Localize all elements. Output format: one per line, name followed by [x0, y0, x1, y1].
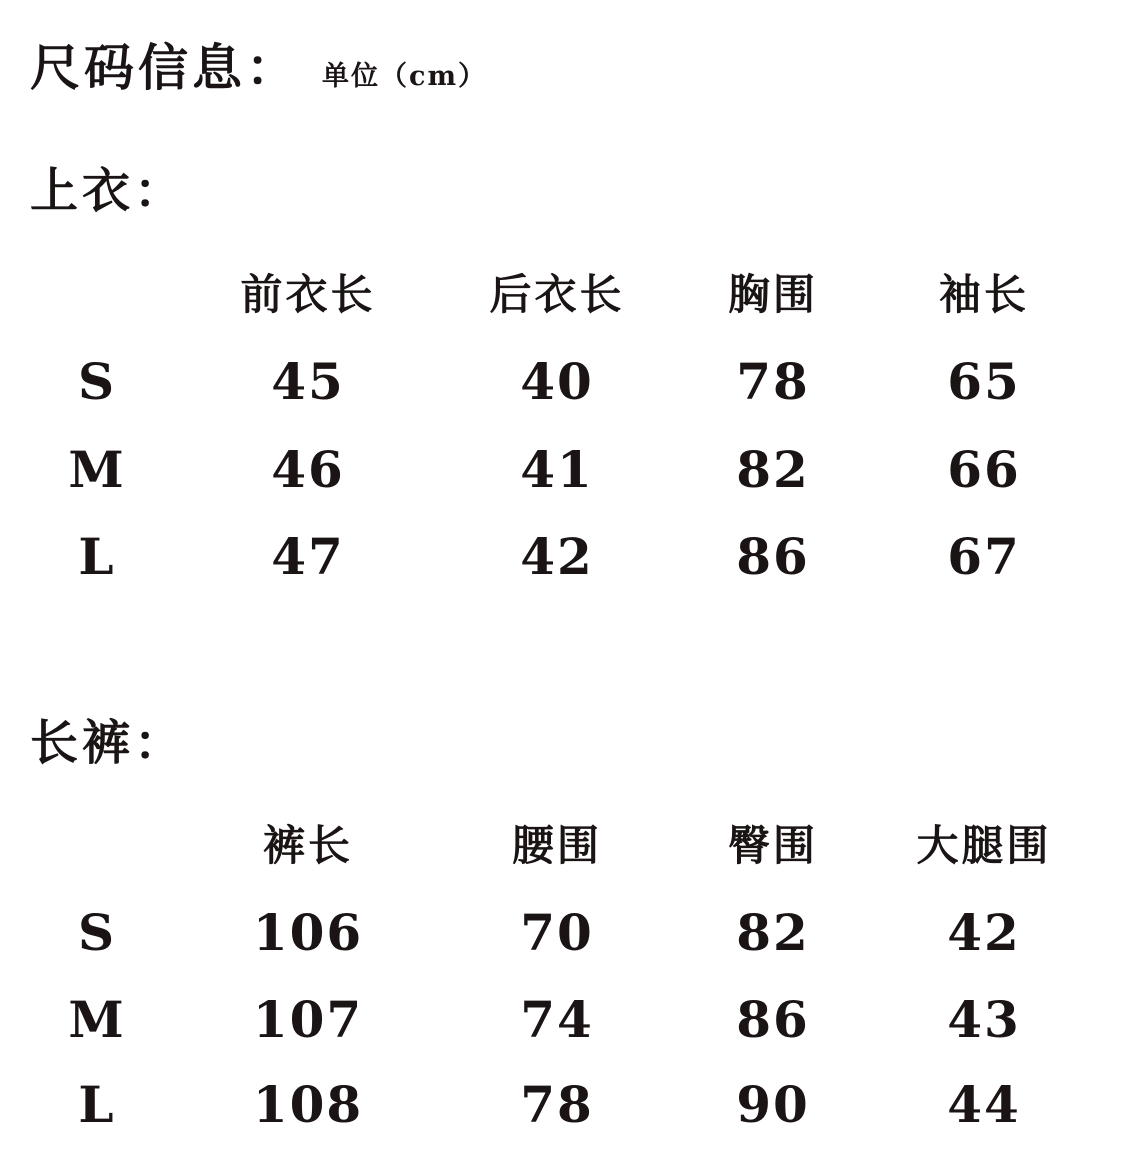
table-cell: 86 [736, 527, 810, 586]
column-header: 前衣长 [240, 270, 376, 319]
table-cell: 41 [520, 440, 594, 499]
table-cell: 46 [271, 440, 345, 499]
table-cell: 90 [736, 1075, 810, 1134]
table-cell: 78 [520, 1075, 594, 1134]
size-label: S [77, 903, 115, 962]
unit-label: 单位（cm） [322, 61, 488, 92]
pants-section-title: 长裤： [30, 715, 187, 771]
table-cell: 45 [271, 352, 345, 411]
column-header: 袖长 [938, 270, 1029, 319]
size-label: L [78, 1075, 114, 1134]
size-label: L [78, 527, 114, 586]
size-label: M [68, 990, 124, 1049]
table-cell: 82 [736, 440, 810, 499]
table-cell: 67 [947, 527, 1021, 586]
table-cell: 82 [736, 903, 810, 962]
size-label: S [77, 352, 115, 411]
table-cell: 108 [252, 1075, 364, 1134]
table-cell: 78 [736, 352, 810, 411]
table-cell: 42 [520, 527, 594, 586]
table-cell: 107 [252, 990, 364, 1049]
column-header: 腰围 [511, 821, 602, 870]
column-header: 大腿围 [916, 821, 1052, 870]
size-label: M [68, 440, 124, 499]
table-cell: 40 [520, 352, 594, 411]
page-title [30, 28, 487, 98]
table-cell: 42 [947, 903, 1021, 962]
column-header: 后衣长 [489, 270, 625, 319]
top-section-title: 上衣： [30, 163, 187, 219]
column-header: 臀围 [727, 821, 818, 870]
table-cell: 66 [947, 440, 1021, 499]
table-cell: 106 [252, 903, 364, 962]
table-cell: 44 [947, 1075, 1021, 1134]
table-cell: 74 [520, 990, 594, 1049]
table-cell: 47 [271, 527, 345, 586]
table-cell: 86 [736, 990, 810, 1049]
table-cell: 43 [947, 990, 1021, 1049]
title-text: 尺码信息： [30, 39, 300, 97]
column-header: 胸围 [727, 270, 818, 319]
table-cell: 65 [947, 352, 1021, 411]
table-cell: 70 [520, 903, 594, 962]
column-header: 裤长 [262, 821, 353, 870]
